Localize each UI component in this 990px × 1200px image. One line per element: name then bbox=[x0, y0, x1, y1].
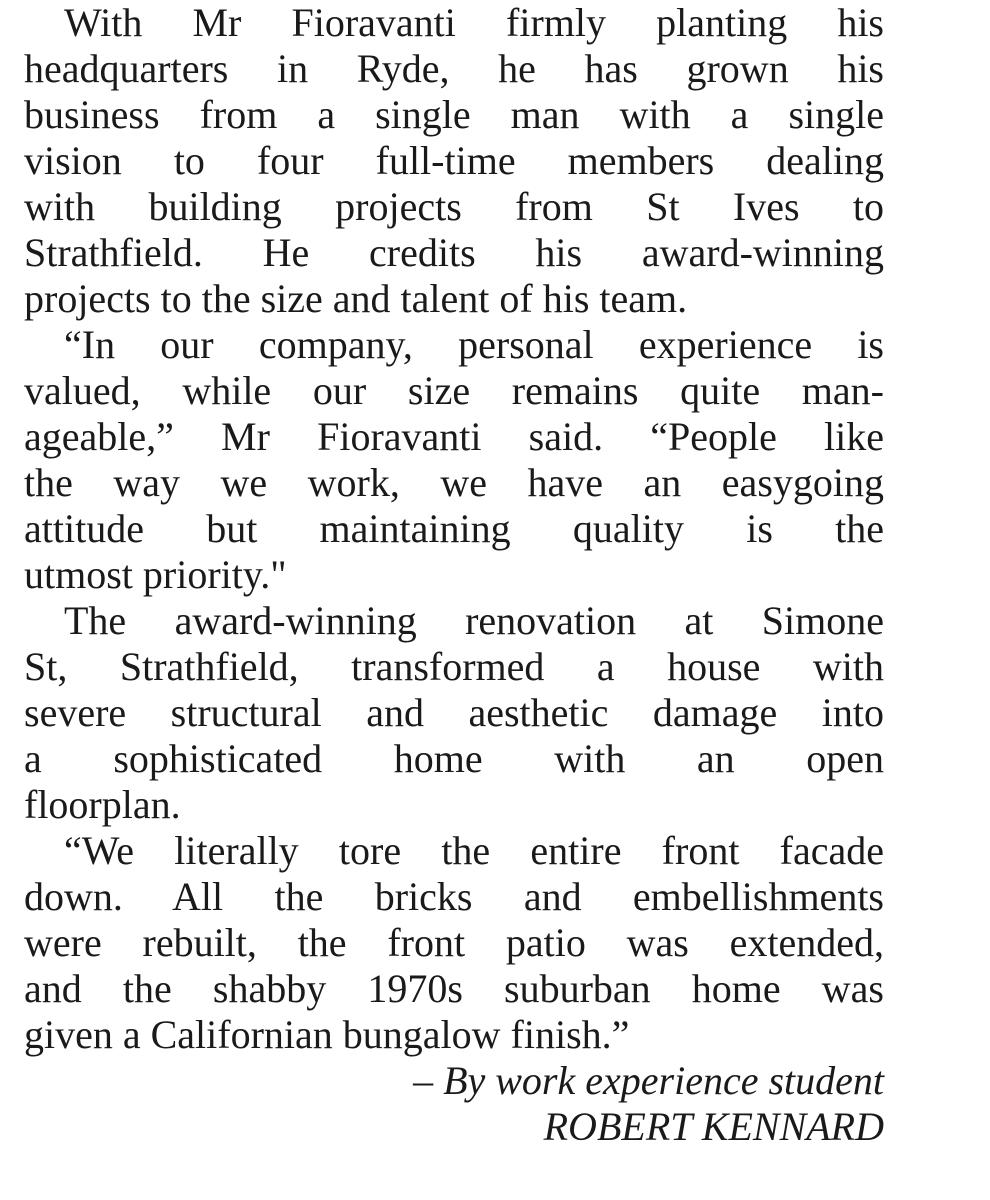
text-line: with building projects from St Ives to bbox=[24, 184, 884, 229]
text-line: projects to the size and talent of his team. bbox=[24, 276, 688, 321]
text-line: The award-winning renovation at Simone bbox=[64, 598, 884, 643]
text-line: floorplan. bbox=[24, 782, 181, 827]
byline-credit: – By work experience student bbox=[413, 1058, 884, 1103]
text-line: and the shabby 1970s suburban home was bbox=[24, 966, 884, 1011]
text-line: given a Californian bungalow finish.” bbox=[24, 1012, 630, 1057]
text-line: St, Strathfield, transformed a house with bbox=[24, 644, 884, 689]
paragraph-4 bbox=[24, 828, 884, 1058]
text-line: valued, while our size remains quite man- bbox=[24, 368, 884, 413]
text-line: Strathfield. He credits his award-winning bbox=[24, 230, 884, 275]
article-body bbox=[24, 0, 884, 1150]
text-line: the way we work, we have an easygoing bbox=[24, 460, 884, 505]
text-line: “We literally tore the entire front facade bbox=[64, 828, 884, 873]
paragraph-3 bbox=[24, 598, 884, 828]
text-line: “In our company, personal experience is bbox=[64, 322, 884, 367]
text-line: a sophisticated home with an open bbox=[24, 736, 884, 781]
byline-author: ROBERT KENNARD bbox=[543, 1104, 884, 1149]
paragraph-1 bbox=[24, 0, 884, 322]
paragraph-2 bbox=[24, 322, 884, 598]
text-line: headquarters in Ryde, he has grown his bbox=[24, 46, 884, 91]
text-line: vision to four full-time members dealing bbox=[24, 138, 884, 183]
text-line: utmost priority." bbox=[24, 552, 287, 597]
text-line: severe structural and aesthetic damage into bbox=[24, 690, 884, 735]
text-line: With Mr Fioravanti firmly planting his bbox=[64, 0, 884, 45]
text-line: down. All the bricks and embellishments bbox=[24, 874, 884, 919]
text-line: attitude but maintaining quality is the bbox=[24, 506, 884, 551]
text-line: business from a single man with a single bbox=[24, 92, 884, 137]
text-line: were rebuilt, the front patio was extended, bbox=[24, 920, 884, 965]
text-line: ageable,” Mr Fioravanti said. “People like bbox=[24, 414, 884, 459]
byline bbox=[24, 1058, 884, 1150]
